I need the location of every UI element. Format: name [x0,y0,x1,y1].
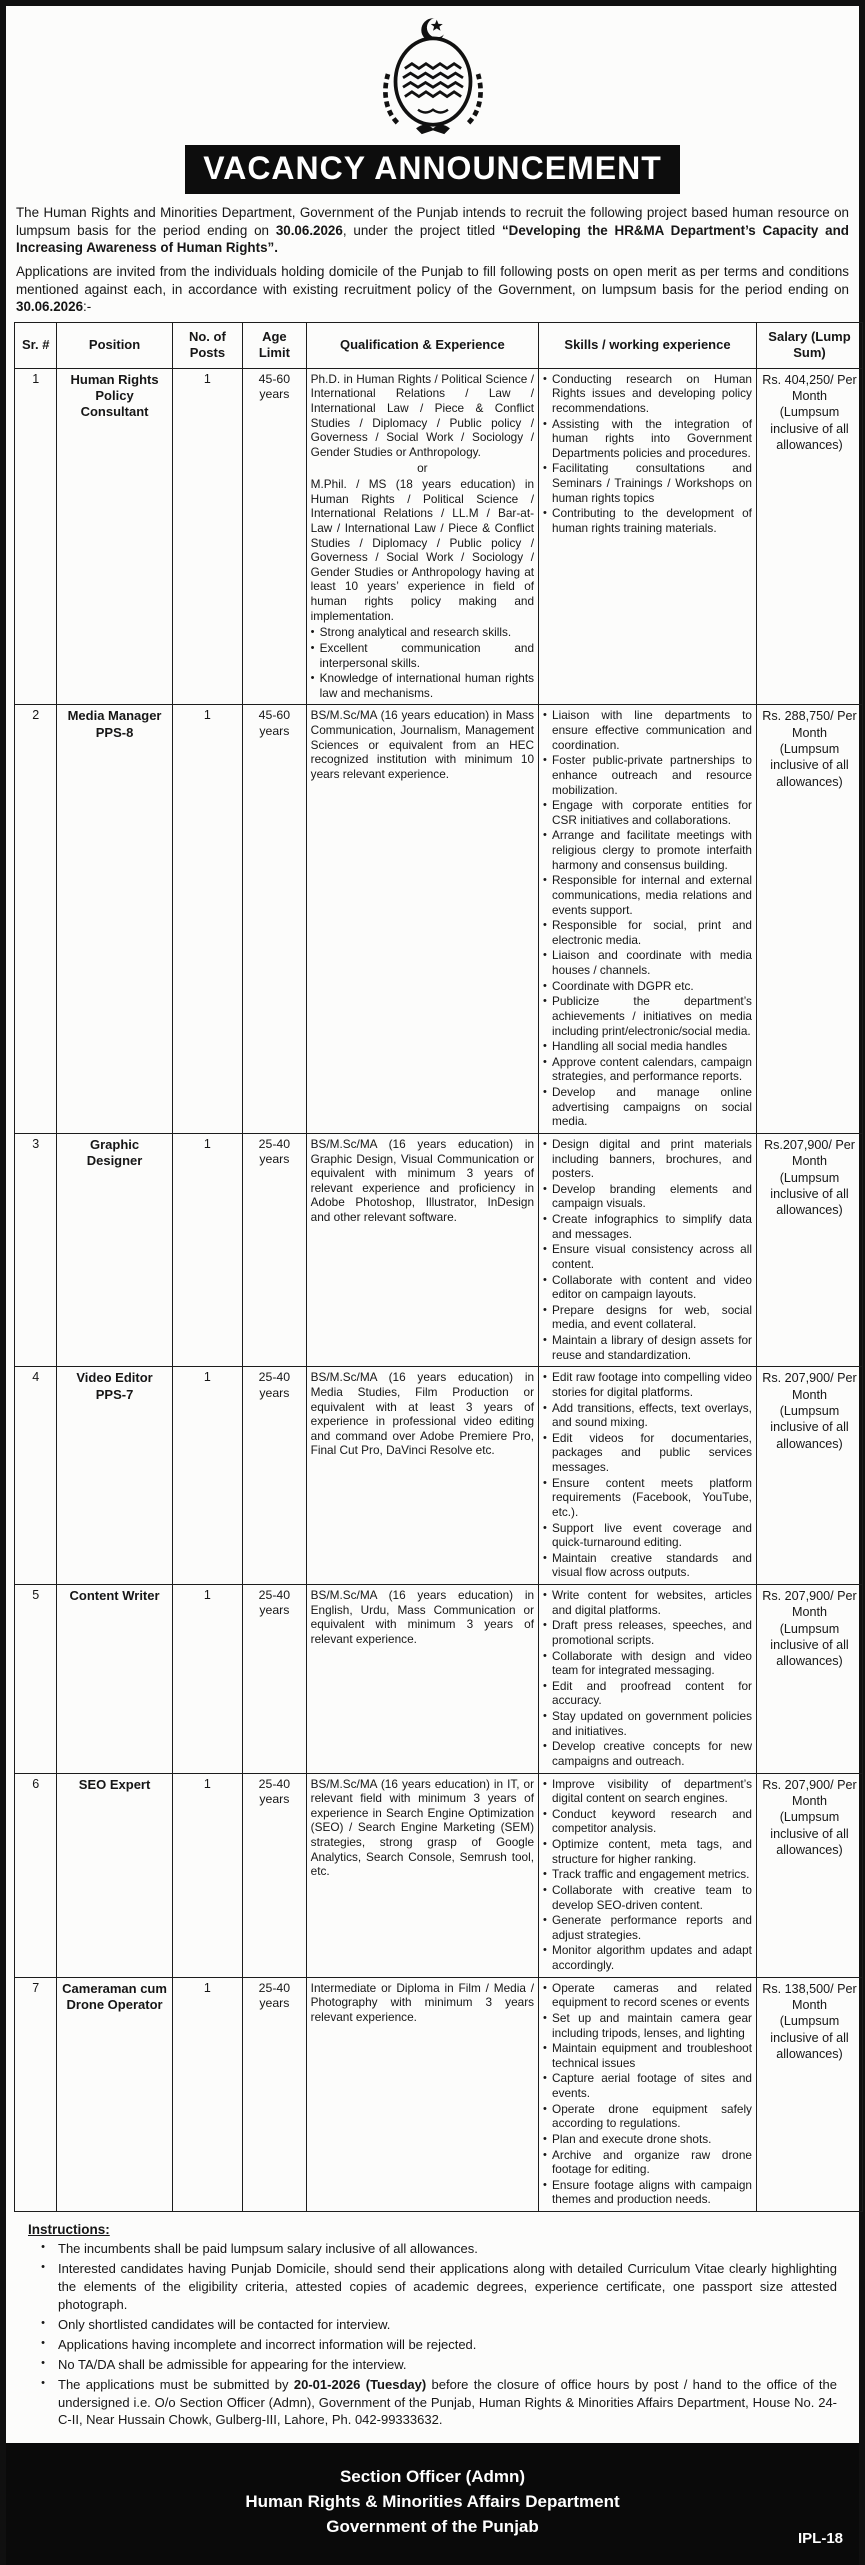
qualification-cell [306,705,538,1134]
skill-bullet [543,873,752,917]
instruction-text [58,2356,847,2374]
text-segment: , under the project titled [342,222,502,238]
qualification-bullet [311,625,534,640]
skill-bullet [543,1370,752,1399]
qualification-paragraph: M.Phil. / MS (18 years education) in Human Rights / Political Science / International Relations / LL.M / Bar-at- Law / International Law / Piece & Conflict Studies / Diplomacy / Public policy / Governess / Social Work / Sociology / Gender Studies or Anthropology having at least 10 years’ experience in field of human rights policy making and implementation. [310,477,535,623]
bullet-icon: • [543,1649,547,1662]
bullet-text: Liaison and coordinate with media houses / channels. [552,948,752,977]
bullet-text: Edit videos for documentaries, packages and public services messages. [552,1430,752,1474]
bullet-icon: • [543,829,547,842]
bullet-text: Draft press releases, speeches, and promotional scripts. [552,1618,752,1647]
skills-cell [539,1585,757,1774]
instruction-item [28,2336,847,2354]
bullet-icon: • [41,2376,45,2389]
skill-bullet [543,1551,752,1580]
text-segment: Interested candidates having Punjab Domicile, should send their applications along with detailed Curriculum Vitae clearly highlighting the elements of the eligibility criteria, attested copies of academic degrees, experience certificate, one passport size attested photograph. [58,2260,837,2312]
bullet-icon: • [543,799,547,812]
qualification-paragraph: BS/M.Sc/MA (16 years education) in IT, or relevant field with minimum 3 years of experience in Search Engine Optimization (SEO) / Search Engine Marketing (SEM) strategies, strong grasp of Google Analytics, Search Console, Semrush tool, etc. [310,1776,535,1879]
bullet-icon: • [543,2011,547,2024]
bullet-text: Maintain creative standards and visual flow across outputs. [552,1550,752,1580]
bullet-text: Approve content calendars, campaign strategies, and performance reports. [552,1054,752,1084]
age-cell: 45-60 years [243,368,307,705]
age-cell: 25-40 years [243,1773,307,1977]
salary-cell: Rs. 138,500/ Per Month (Lumpsum inclusive of all allowances) [756,1977,862,2211]
position-cell: Media Manager PPS-8 [57,705,172,1134]
bullet-icon: • [543,1086,547,1098]
position-cell: Human Rights Policy Consultant [57,368,172,705]
sr-cell: 7 [15,1977,57,2211]
salary-cell: Rs. 207,900/ Per Month (Lumpsum inclusive of all allowances) [756,1773,862,1977]
bullet-icon: • [543,1334,547,1346]
column-header-7: Salary (Lump Sum) [756,323,862,369]
bullet-text: Collaborate with design and video team for integrated messaging. [552,1648,752,1678]
skill-bullet [543,948,752,977]
qualification-paragraph: BS/M.Sc/MA (16 years education) in Graphic Design, Visual Communication or equivalent with minimum 3 years of relevant experience and proficiency in Adobe Photoshop, Illustrator, InDesign and other relevant software. [310,1136,535,1224]
skill-bullet [543,372,752,416]
bullet-icon: • [543,1740,547,1753]
intro-paragraph-1 [16,204,849,257]
skill-bullet [543,1981,752,2010]
table-row [15,368,863,705]
instruction-item [28,2240,847,2258]
posts-cell: 1 [172,368,242,705]
age-cell: 45-60 years [243,705,307,1134]
bullet-text: Foster public-private partnerships to enhance outreach and resource mobilization. [552,753,752,797]
skill-bullet [543,1837,752,1866]
age-cell: 25-40 years [243,1367,307,1585]
salary-cell: Rs. 288,750/ Per Month (Lumpsum inclusive of all allowances) [756,705,862,1134]
punjab-government-emblem [358,14,508,136]
bullet-icon: • [543,417,547,430]
bullet-text: Maintain equipment and troubleshoot technical issues [552,2041,752,2070]
position-cell: SEO Expert [57,1773,172,1977]
posts-cell: 1 [172,1977,242,2211]
or-separator: or [417,461,428,476]
column-header-4: Age Limit [243,323,307,369]
age-cell: 25-40 years [243,1133,307,1366]
qualification-cell [306,1585,538,1774]
position-cell: Graphic Designer [57,1133,172,1366]
bullet-text: Handling all social media handles [552,1039,728,1054]
skill-bullet [543,708,752,752]
skill-bullet [543,2132,752,2147]
skill-bullet [543,979,752,994]
sr-cell: 5 [15,1585,57,1774]
column-header-3: No. of Posts [172,323,242,369]
bullet-icon: • [543,1476,547,1489]
bullet-icon: • [543,1055,547,1068]
bullet-text: Develop creative concepts for new campaigns and outreach. [552,1739,752,1768]
text-segment: The Human Rights and Minorities Department, Government of the Punjab intends to recruit the following project based human resource on lumpsum basis for the period ending on [16,205,849,238]
age-cell: 25-40 years [243,1585,307,1774]
bullet-text: Operate drone equipment safely according to regulations. [552,2101,752,2131]
sr-cell: 1 [15,368,57,705]
skill-bullet [543,798,752,827]
bullet-icon: • [543,949,547,962]
bullet-icon: • [543,1807,547,1820]
bullet-icon: • [543,1431,547,1444]
bullet-icon: • [543,2042,547,2055]
qualification-bullet [311,671,534,700]
skill-bullet [543,1521,752,1550]
bullet-text: Facilitating consultations and Seminars / Trainings / Workshops on human rights topics [552,461,752,505]
emblem-container [14,12,851,141]
bullet-icon: • [543,2072,547,2085]
skill-bullet [543,1182,752,1211]
bullet-text: Develop and manage online advertising campaigns on social media. [552,1085,752,1129]
skill-bullet [543,1709,752,1738]
bullet-text: Improve visibility of department’s digital content on search engines. [552,1776,752,1806]
bullet-icon: • [543,1981,547,1994]
skill-bullet [543,1085,752,1129]
column-header-2: Position [57,323,172,369]
skill-bullet [543,1913,752,1942]
text-segment: :- [83,299,92,315]
age-cell: 25-40 years [243,1977,307,2211]
sr-cell: 4 [15,1367,57,1585]
bullet-icon: • [543,1777,547,1790]
emphasized-text: “Developing the HR&MA Department’s Capacity and Increasing Awareness of Human Rights”. [16,222,849,256]
skill-bullet [543,461,752,505]
skill-bullet [543,994,752,1038]
bullet-text: Ensure visual consistency across all content. [552,1242,752,1271]
publication-code: IPL-18 [797,2530,843,2548]
posts-cell: 1 [172,1585,242,1774]
bullet-text: Edit and proofread content for accuracy. [552,1678,752,1708]
instructions-list [28,2240,847,2429]
column-header-5: Qualification & Experience [306,323,538,369]
sr-cell: 2 [15,705,57,1134]
skill-bullet [543,1273,752,1302]
bullet-icon: • [543,874,547,887]
bullet-text: Edit raw footage into compelling video stories for digital platforms. [552,1370,752,1399]
bullet-icon: • [310,626,315,639]
bullet-icon: • [543,1213,547,1225]
instruction-text [58,2336,847,2354]
sr-cell: 3 [15,1133,57,1366]
qualification-bullet [311,641,534,670]
bullet-text: Knowledge of international human rights law and mechanisms. [319,671,535,700]
bullet-text: Publicize the department’s achievements / initiatives on media including print/electronic/social media. [552,994,752,1038]
bullet-icon: • [543,1589,547,1601]
skill-bullet [543,828,752,872]
skill-bullet [543,2148,752,2177]
instruction-text [58,2316,847,2334]
bullet-text: Coordinate with DGPR etc. [552,978,694,993]
bullet-icon: • [543,1182,547,1195]
bullet-text: Operate cameras and related equipment to record scenes or events [552,1980,752,2010]
skills-cell [539,1367,757,1585]
table-row [15,1133,863,1366]
bullet-text: Arrange and facilitate meetings with religious clergy to promote interfaith harmony and consensus building. [552,828,752,872]
bullet-icon: • [41,2241,45,2253]
text-segment: The applications must be submitted by [58,2376,294,2392]
bullet-text: Assisting with the integration of human rights into Government Departments policies and procedures. [552,416,752,460]
page-content [6,6,859,2429]
bullet-text: Generate performance reports and adjust strategies. [552,1913,752,1942]
posts-cell: 1 [172,1133,242,1366]
bullet-text: Write content for websites, articles and digital platforms. [552,1588,752,1617]
skill-bullet [543,1618,752,1647]
bullet-icon: • [543,2148,547,2161]
skill-bullet [543,1649,752,1678]
emphasized-text: 30.06.2026 [16,299,84,315]
emphasized-text: 20-01-2026 (Tuesday) [293,2376,427,2392]
bullet-icon: • [310,672,315,685]
table-row [15,1977,863,2211]
bullet-icon: • [543,1710,547,1722]
qualification-paragraph: BS/M.Sc/MA (16 years education) in English, Urdu, Mass Communication or equivalent with minimum 3 years of relevant experience. [310,1588,535,1646]
skill-bullet [543,1943,752,1972]
skill-bullet [543,1777,752,1806]
bullet-text: Conduct keyword research and competitor analysis. [552,1806,752,1836]
skill-bullet [543,1401,752,1430]
bullet-text: Capture aerial footage of sites and events. [552,2071,752,2100]
text-segment: Only shortlisted candidates will be contacted for interview. [58,2316,391,2332]
vacancy-table [14,322,863,2212]
bullet-icon: • [543,1619,547,1632]
footer-line: Section Officer (Admn) [339,2467,526,2487]
skill-bullet [543,1883,752,1912]
bullet-text: Prepare designs for web, social media, and event collateral. [552,1302,752,1332]
emphasized-text: 30.06.2026 [275,222,343,238]
bullet-text: Ensure content meets platform requirements (Facebook, YouTube, etc.). [552,1475,752,1519]
bullet-icon: • [41,2356,45,2369]
bullet-icon: • [543,2102,547,2115]
table-header-row [15,323,863,369]
qualification-cell [306,1133,538,1366]
bullet-icon: • [543,1883,547,1896]
bullet-text: Plan and execute drone shots. [552,2131,712,2146]
bullet-icon: • [543,919,547,932]
text-segment: No TA/DA shall be admissible for appearing for the interview. [58,2356,407,2372]
page-title: VACANCY ANNOUNCEMENT [185,145,680,194]
qualification-cell [306,368,538,705]
table-row [15,1773,863,1977]
bullet-icon: • [543,979,547,992]
skill-bullet [543,1679,752,1708]
bullet-text: Monitor algorithm updates and adapt accordingly. [552,1943,752,1972]
instruction-item [28,2356,847,2374]
footer-line: Government of the Punjab [326,2516,539,2536]
bullet-icon: • [543,1838,547,1850]
instruction-item [28,2316,847,2334]
bullet-text: Responsible for internal and external communications, media relations and events support. [552,873,752,917]
bullet-text: Engage with corporate entities for CSR initiatives and collaborations. [552,798,752,827]
skills-cell [539,705,757,1134]
bullet-text: Responsible for social, print and electronic media. [552,918,752,947]
bullet-icon: • [310,641,315,654]
skill-bullet [543,1242,752,1271]
bullet-icon: • [543,1401,547,1414]
position-cell: Content Writer [57,1585,172,1774]
text-segment: Applications are invited from the individuals holding domicile of the Punjab to fill following posts on open merit as per terms and conditions mentioned against each, in accordance with existing recruitment policy of the Government, on lumpsum basis for the period ending on [16,264,849,297]
bullet-icon: • [543,1868,547,1881]
instructions-title: Instructions: [28,2222,110,2237]
bullet-text: Stay updated on government policies and initiatives. [552,1709,752,1738]
qualification-cell [306,1977,538,2211]
skills-cell [539,368,757,705]
skill-bullet [543,1137,752,1181]
signature-block [6,2465,859,2539]
posts-cell: 1 [172,1773,242,1977]
skill-bullet [543,918,752,947]
intro-paragraph-2 [16,263,849,316]
skill-bullet [543,1476,752,1520]
text-segment: before the closure of office hours by post / hand to the office of the undersigned i.e. O/o Section Officer (Admn), Government of the Punjab, Human Rights & Minorities Affairs Department, House No. 24-C-II, Near Hussain Chowk, Gulberg-III, Lahore, Ph. 042-99333632. [58,2376,838,2428]
bullet-text: Support live event coverage and quick-turnaround editing. [552,1520,752,1550]
skill-bullet [543,1055,752,1084]
instruction-text [58,2260,847,2314]
qualification-cell [306,1367,538,1585]
bullet-text: Maintain a library of design assets for reuse and standardization. [552,1333,752,1362]
bullet-text: Create infographics to simplify data and messages. [552,1212,752,1241]
text-segment: The incumbents shall be paid lumpsum salary inclusive of all allowances. [58,2241,478,2256]
qualification-paragraph: Ph.D. in Human Rights / Political Science / International Relations / Law / International Law / Piece & Conflict Studies / Diplomacy / Public policy / Governess / Social Work / Sociology / Gender Studies or Anthropology. [310,371,535,459]
skill-bullet [543,1807,752,1836]
sr-cell: 6 [15,1773,57,1977]
bullet-text: Ensure footage aligns with campaign themes and production needs. [552,2177,752,2207]
salary-cell: Rs.207,900/ Per Month (Lumpsum inclusive of all allowances) [756,1133,862,1366]
bullet-icon: • [543,372,547,385]
bullet-text: Add transitions, effects, text overlays, and sound mixing. [552,1400,752,1430]
skill-bullet [543,2178,752,2207]
position-cell: Cameraman cum Drone Operator [57,1977,172,2211]
skills-cell [539,1133,757,1366]
table-row [15,1367,863,1585]
instruction-item [28,2260,847,2314]
bullet-text: Design digital and print materials including banners, brochures, and posters. [552,1136,752,1181]
table-row [15,1585,863,1774]
skills-cell [539,1977,757,2211]
skills-cell [539,1773,757,1977]
position-cell: Video Editor PPS-7 [57,1367,172,1585]
salary-cell: Rs. 207,900/ Per Month (Lumpsum inclusive of all allowances) [756,1367,862,1585]
qualification-paragraph: BS/M.Sc/MA (16 years education) in Media Studies, Film Production or equivalent with at least 3 years of experience in professional video editing and command over Adobe Premiere Pro, Final Cut Pro, DaVinci Resolve etc. [310,1370,535,1458]
bullet-icon: • [543,1371,547,1384]
skill-bullet [543,2102,752,2131]
skill-bullet [543,1588,752,1617]
bullet-icon: • [543,1944,547,1957]
skill-bullet [543,2071,752,2100]
qualification-paragraph: BS/M.Sc/MA (16 years education) in Mass Communication, Journalism, Management Sciences or equivalent from an HEC recognized institution with minimum 10 years relevant experience. [310,708,535,781]
skill-bullet [543,1303,752,1332]
bullet-text: Set up and maintain camera gear including tripods, lenses, and lighting [552,2010,752,2040]
text-segment: Applications having incomplete and incorrect information will be rejected. [58,2336,477,2352]
bullet-icon: • [543,1914,547,1927]
skill-bullet [543,1212,752,1241]
instructions-section [28,2222,847,2429]
bullet-text: Archive and organize raw drone footage for editing. [552,2147,752,2177]
bullet-icon: • [41,2316,45,2329]
bullet-icon: • [543,1679,547,1692]
bullet-text: Optimize content, meta tags, and structure for higher ranking. [552,1837,752,1866]
skill-bullet [543,1867,752,1882]
bullet-icon: • [41,2336,45,2349]
qualification-cell [306,1773,538,1977]
bullet-icon: • [543,1243,547,1256]
skill-bullet [543,506,752,535]
bullet-text: Contributing to the development of human rights training materials. [552,506,752,535]
footer-band [6,2443,859,2565]
skill-bullet [543,1739,752,1768]
table-row [15,705,863,1134]
bullet-text: Track traffic and engagement metrics. [552,1867,750,1882]
salary-cell: Rs. 404,250/ Per Month (Lumpsum inclusive of all allowances) [756,368,862,705]
skill-bullet [543,1431,752,1475]
bullet-text: Collaborate with creative team to develop SEO-driven content. [552,1882,752,1912]
bullet-text: Strong analytical and research skills. [319,625,512,640]
skill-bullet [543,417,752,461]
bullet-icon: • [543,995,547,1008]
bullet-icon: • [543,1551,547,1564]
bullet-icon: • [543,754,547,767]
bullet-icon: • [543,1303,547,1316]
bullet-icon: • [543,507,547,520]
column-header-6: Skills / working experience [539,323,757,369]
bullet-icon: • [543,709,547,722]
bullet-text: Collaborate with content and video editor on campaign layouts. [552,1272,752,1302]
bullet-icon: • [543,1273,547,1286]
bullet-icon: • [543,2178,547,2191]
salary-cell: Rs. 207,900/ Per Month (Lumpsum inclusive of all allowances) [756,1585,862,1774]
skill-bullet [543,2011,752,2040]
skill-bullet [543,1039,752,1054]
bullet-text: Conducting research on Human Rights issues and developing policy recommendations. [552,371,752,415]
bullet-icon: • [543,1040,547,1053]
qualification-paragraph: Intermediate or Diploma in Film / Media / Photography with minimum 3 years relevant experience. [310,1980,535,2024]
skill-bullet [543,2041,752,2070]
posts-cell: 1 [172,1367,242,1585]
bullet-icon: • [543,462,547,475]
bullet-icon: • [543,1137,547,1150]
skill-bullet [543,1333,752,1362]
posts-cell: 1 [172,705,242,1134]
bullet-icon: • [543,1521,547,1534]
bullet-text: Excellent communication and interpersonal skills. [319,640,535,670]
footer-line: Human Rights & Minorities Affairs Department [245,2492,620,2512]
skill-bullet [543,753,752,797]
instruction-item [28,2376,847,2430]
bullet-icon: • [543,2132,547,2145]
instruction-text [58,2376,847,2430]
instruction-text [58,2240,847,2258]
banner-container [14,145,851,194]
bullet-text: Develop branding elements and campaign visuals. [552,1181,752,1211]
bullet-text: Liaison with line departments to ensure effective communication and coordination. [552,708,752,752]
bullet-icon: • [41,2260,45,2273]
column-header-1: Sr. # [15,323,57,369]
